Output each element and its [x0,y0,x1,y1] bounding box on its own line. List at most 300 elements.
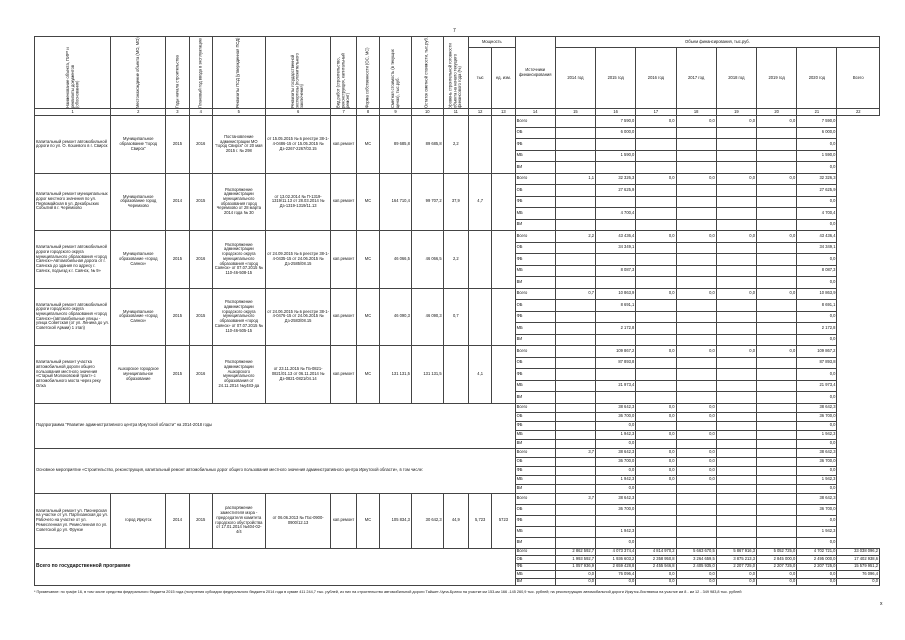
amount-cell: 76 096,4 [837,571,880,579]
object-name: Капитальный ремонт автомобильной дороги городского округа муниципального образования «город Саянск»-(автомобильные улицы - улица Советская (от ул. Ленина до ул. Советской Армии) 1 этап) [35,288,111,346]
amount-cell [555,116,595,128]
amount-cell [757,357,797,369]
source-label: ОБ [515,300,555,312]
object-y1: 2015 [166,288,189,346]
amount-cell: 33 038 096,2 [837,548,880,556]
amount-cell [676,392,716,404]
header-2015: 2015 год [596,48,636,109]
object-ready: 2,2 [443,116,468,174]
header-ready: Уровень строительной готовности объекта на начало текущего финансового года (%) [443,37,468,109]
amount-cell [716,475,756,484]
amount-cell [555,412,595,421]
source-label: ФБ [515,311,555,323]
amount-cell [676,484,716,493]
amount-cell [716,439,756,448]
object-row [35,288,880,300]
column-number: 8 [356,109,379,116]
header-2017: 2017 год [676,48,716,109]
amount-cell: 38 642,3 [596,403,636,412]
object-smet: 46 090,3 [380,288,412,346]
amount-cell [716,150,756,162]
object-name: Капитальный ремонт участка автомобильной дороги общего пользования местного значения «Старый Молоковский тракт» с автомобильного моста через реку Олха [35,346,111,404]
amount-cell [757,504,797,515]
object-pd: Распоряжение администрации муниципального образования город Черемхово от 28 марта 2014 года № 30 [212,173,265,231]
source-label: ФБ [515,139,555,151]
amount-cell: 8 691,1 [797,300,837,312]
amount-cell: 38 642,3 [596,493,636,504]
amount-cell: 2 207 725,0 [757,563,797,571]
amount-cell [716,466,756,475]
object-y2: 2015 [189,173,212,231]
object-row [35,231,880,243]
amount-cell [676,515,716,526]
object-m1: 5,723 [469,493,492,548]
amount-cell: 34 349,1 [797,242,837,254]
amount-cell: 2 207 725,0 [797,563,837,571]
amount-cell [596,254,636,266]
object-row [35,173,880,185]
amount-cell [676,334,716,346]
source-label: ФБ [515,196,555,208]
amount-cell: 0,0 [596,484,636,493]
object-m2 [492,346,515,404]
corner-mark: x [880,601,883,607]
source-label: ОБ [515,242,555,254]
object-m1 [469,288,492,346]
amount-cell: 2 659 428,8 [596,563,636,571]
amount-cell [757,430,797,439]
amount-cell: 15 579 951,2 [837,563,880,571]
amount-cell [636,484,676,493]
header-years: Годы начала строительства [166,37,189,109]
object-ready: 2,2 [443,231,468,289]
amount-cell: 0,0 [757,116,797,128]
amount-cell: 0,0 [636,173,676,185]
amount-cell [555,537,595,548]
amount-cell [596,139,636,151]
object-row [35,493,880,504]
amount-cell [555,421,595,430]
amount-cell [676,242,716,254]
amount-cell [555,504,595,515]
source-label: Всего [515,116,555,128]
source-label: ФБ [515,421,555,430]
amount-cell: 21 973,4 [797,380,837,392]
amount-cell [596,311,636,323]
amount-cell: 0,0 [757,346,797,358]
object-work: кап.ремонт [331,493,356,548]
amount-cell: 1 942,3 [797,526,837,537]
amount-cell: 0,0 [676,346,716,358]
object-loc: город Иркутск [111,493,166,548]
amount-cell: 36 700,0 [797,457,837,466]
amount-cell: 0,0 [636,430,676,439]
amount-cell: 0,0 [797,484,837,493]
amount-cell [636,139,676,151]
amount-cell [676,526,716,537]
object-loc: Ашхорское городское муниципальное образование [111,346,166,404]
amount-cell [676,323,716,335]
object-y1: 2015 [166,346,189,404]
amount-cell: 0,0 [636,346,676,358]
amount-cell: 7 590,0 [797,116,837,128]
object-ready: 44,9 [443,493,468,548]
amount-cell [636,334,676,346]
object-m2 [492,231,515,289]
object-loc: Муниципальное образование город Черемхово [111,173,166,231]
amount-cell [555,185,595,197]
object-row [35,346,880,358]
amount-cell: 0,0 [676,403,716,412]
object-name: Капитальный ремонт автомобильной дороги по ул. О. Кошевого в г. Свирск [35,116,111,174]
object-smet: 131 131,5 [380,346,412,404]
object-ost: 46 066,5 [411,231,443,289]
amount-cell [757,403,797,412]
amount-cell [636,162,676,174]
source-label: ВИ [515,392,555,404]
amount-cell: 0,0 [636,448,676,457]
amount-cell [757,277,797,289]
amount-cell [596,162,636,174]
amount-cell: 0,0 [676,116,716,128]
source-label: МБ [515,475,555,484]
amount-cell: 0,0 [797,311,837,323]
object-pd: Распоряжение администрации городского округа муниципального образования «город Саянск» от 07.07.2015 № 110-46-505-15 [212,288,265,346]
amount-cell [757,323,797,335]
amount-cell: 4 700,4 [596,208,636,220]
amount-cell: 5 663 670,5 [676,548,716,556]
amount-cell: 0,0 [636,475,676,484]
header-location: Местонахождение объекта (МО, МО) [111,37,166,109]
object-gos: от 23.11.2015 № Пз-0821-0821/01.13 от 06.11.2014 № Дз-0821-0821/04.14 [265,346,331,404]
source-label: ОБ [515,504,555,515]
amount-cell [716,219,756,231]
amount-cell [555,392,595,404]
amount-cell: 0,0 [555,578,595,586]
amount-cell [716,139,756,151]
amount-cell: 0,0 [716,288,756,300]
amount-cell [676,537,716,548]
amount-cell [636,311,676,323]
amount-cell [757,380,797,392]
amount-cell [716,311,756,323]
amount-cell [716,334,756,346]
amount-cell: 38 642,3 [797,448,837,457]
object-m2: 5723 [492,493,515,548]
column-number: 14 [515,109,555,116]
amount-cell [555,526,595,537]
amount-cell [716,515,756,526]
amount-cell: 0,0 [596,421,636,430]
amount-cell: 0,0 [797,439,837,448]
column-number: 10 [411,109,443,116]
column-number: 5 [212,109,265,116]
amount-cell [555,242,595,254]
object-smet: 46 066,5 [380,231,412,289]
object-y1: 2015 [166,231,189,289]
amount-cell: 6 000,0 [596,127,636,139]
source-label: ОБ [515,127,555,139]
amount-cell [676,139,716,151]
amount-cell [596,334,636,346]
object-loc: Муниципальное образование «город Саянск» [111,231,166,289]
object-gos: от 15.05.2015 № в реестре 38-1-4-0486-15 от 15.05.2015 № Дз-2267-2267/03.15 [265,116,331,174]
amount-cell [757,139,797,151]
footnote: * Примечание: по графе 16, в том числе средства федерального бюджета 2015 года (получения субсидии федерального бюджета 2014 года в сумме 411 244,7 тыс. рублей, из них на строительство автомобильной дороги Тайшет-Чуна-Братск на участке км 153-км 166 -145 260,9 тыс. рублей; на реконструкцию автомобильной дороги Иркутск-Листвянка на участке км 8 - км 12 - 349 983,8 тыс. рублей [34,590,742,594]
amount-cell [555,311,595,323]
amount-cell [676,380,716,392]
header-ownership: Форма собственности (ОС, МС) [356,37,379,109]
amount-cell: 38 642,3 [797,493,837,504]
amount-cell: 2 862 592,7 [555,548,595,556]
object-ost: 131 131,5 [411,346,443,404]
amount-cell: 4 702 721,0 [797,548,837,556]
amount-cell: 2 845 000,0 [757,556,797,564]
amount-cell [555,139,595,151]
amount-cell: 5 867 916,3 [716,548,756,556]
object-own: МС [356,346,379,404]
object-ost: 99 707,2 [411,173,443,231]
amount-cell: 0,0 [596,578,636,586]
amount-cell: 2 172,8 [797,323,837,335]
amount-cell [596,515,636,526]
amount-cell [676,300,716,312]
amount-cell [636,265,676,277]
column-number: 17 [636,109,676,116]
amount-cell [757,334,797,346]
amount-cell [757,254,797,266]
column-number: 19 [716,109,756,116]
amount-cell: 0,0 [716,231,756,243]
amount-cell [716,493,756,504]
amount-cell: 5 052 725,0 [757,548,797,556]
amount-cell [716,277,756,289]
amount-cell: 0,0 [676,475,716,484]
amount-cell: 36 700,0 [596,504,636,515]
object-m1: 4,7 [469,173,492,231]
header-total: Всего [837,48,880,109]
source-label: ОБ [515,412,555,421]
amount-cell: 38 642,3 [596,448,636,457]
amount-cell [716,265,756,277]
source-label: ОБ [515,556,555,564]
amount-cell [636,277,676,289]
amount-cell [716,421,756,430]
amount-cell: 0,0 [596,439,636,448]
summary-title: Всего по государственной программе [35,548,516,586]
amount-cell [676,162,716,174]
amount-cell [676,493,716,504]
object-y1: 2014 [166,173,189,231]
amount-cell: 0,0 [636,466,676,475]
amount-cell [636,357,676,369]
amount-cell: 36 700,0 [596,412,636,421]
column-number: 16 [596,109,636,116]
source-label: МБ [515,150,555,162]
amount-cell [716,357,756,369]
amount-cell: 0,0 [676,430,716,439]
amount-cell: 1 942,3 [596,430,636,439]
header-ostatok: Остаток сметной стоимости, тыс.руб. [411,37,443,109]
amount-cell: 0,0 [596,537,636,548]
amount-cell [596,196,636,208]
object-m1 [469,231,492,289]
source-label: Всего [515,548,555,556]
amount-cell [636,439,676,448]
amount-cell [555,430,595,439]
amount-cell: 0,0 [636,578,676,586]
object-ready [443,346,468,404]
object-y2: 2015 [189,288,212,346]
amount-cell: 7 590,0 [596,116,636,128]
amount-cell [596,392,636,404]
amount-cell [636,196,676,208]
object-y2: 2016 [189,346,212,404]
summary-title: Основное мероприятие «Строительство, реконструкция, капитальный ремонт автомобильных дорог общего пользования местного значения административного центра Иркутской области», в том числе: [35,448,516,493]
amount-cell [555,254,595,266]
financing-table [34,36,880,586]
source-label: ОБ [515,185,555,197]
object-work: кап.ремонт [331,231,356,289]
amount-cell [716,448,756,457]
amount-cell: 2 207 725,0 [716,563,756,571]
amount-cell: 0,0 [555,571,595,579]
object-ready: 37,9 [443,173,468,231]
object-own: МС [356,288,379,346]
amount-cell: 0,0 [757,288,797,300]
amount-cell [636,219,676,231]
amount-cell [596,219,636,231]
object-m2 [492,116,515,174]
source-label: ВИ [515,578,555,586]
header-work-type: Вид работ (строительство, реконструкция, капитальный ремонт) [331,37,356,109]
source-label: ВИ [515,484,555,493]
amount-cell [757,369,797,381]
amount-cell: 0,0 [716,578,756,586]
source-label: Всего [515,288,555,300]
source-label: ВИ [515,439,555,448]
amount-cell [676,127,716,139]
source-label: ВИ [515,334,555,346]
amount-cell [596,369,636,381]
amount-cell: 32 326,3 [797,173,837,185]
header-sources: Источники финансирования [515,37,555,109]
summary-row [35,548,880,556]
amount-cell: 0,0 [636,231,676,243]
amount-cell [596,277,636,289]
object-own: МС [356,173,379,231]
amount-cell: 0,0 [797,515,837,526]
object-name: Капитальный ремонт муниципальных дорог местного значения по ул. Первомайская в ул. Декабрьских Событий в г. Черемхово [35,173,111,231]
amount-cell: 34 349,1 [596,242,636,254]
object-work: кап.ремонт [331,288,356,346]
object-loc: Муниципальное образование «город Саянск» [111,288,166,346]
amount-cell [757,537,797,548]
amount-cell: 43 436,4 [797,231,837,243]
amount-cell: 0,0 [797,219,837,231]
amount-cell: 2,2 [555,231,595,243]
amount-cell [757,475,797,484]
amount-cell [676,504,716,515]
object-ready: 0,7 [443,288,468,346]
object-pd: Постановление администрации МО "город Свирск" от 20 мая 2015 г. № 298 [212,116,265,174]
amount-cell [716,484,756,493]
column-number: 11 [443,109,468,116]
amount-cell [716,412,756,421]
header-2016: 2016 год [636,48,676,109]
amount-cell [676,277,716,289]
amount-cell: 17 402 938,6 [837,556,880,564]
amount-cell [716,392,756,404]
amount-cell: 0,0 [676,412,716,421]
amount-cell [555,277,595,289]
object-smet: 164 710,4 [380,173,412,231]
amount-cell [636,537,676,548]
amount-cell [676,357,716,369]
header-gos: Реквизиты государственной экспертизы (положительного заключения) [265,37,331,109]
column-number: 22 [837,109,880,116]
amount-cell [676,439,716,448]
amount-cell [757,484,797,493]
amount-cell [757,219,797,231]
amount-cell: 4 700,4 [797,208,837,220]
amount-cell [716,537,756,548]
amount-cell [636,242,676,254]
amount-cell: 2 172,8 [596,323,636,335]
amount-cell: 0,0 [757,173,797,185]
amount-cell: 0,0 [797,466,837,475]
amount-cell: 0,0 [757,578,797,586]
source-label: Всего [515,346,555,358]
amount-cell [757,439,797,448]
amount-cell [555,127,595,139]
amount-cell: 0,0 [676,448,716,457]
amount-cell [555,300,595,312]
amount-cell [676,208,716,220]
amount-cell [555,369,595,381]
amount-cell [716,323,756,335]
source-label: МБ [515,571,555,579]
amount-cell: 0,0 [797,578,837,586]
amount-cell [716,380,756,392]
amount-cell: 36 700,0 [797,504,837,515]
column-number: 21 [797,109,837,116]
amount-cell: 8 691,1 [596,300,636,312]
amount-cell: 36 700,0 [596,457,636,466]
summary-row [35,403,880,412]
amount-cell: 1 942,3 [596,475,636,484]
column-number: 2 [111,109,166,116]
amount-cell [757,392,797,404]
amount-cell: 27 625,9 [797,185,837,197]
amount-cell [676,150,716,162]
source-label: ФБ [515,563,555,571]
amount-cell: 21 973,4 [596,380,636,392]
amount-cell [555,403,595,412]
amount-cell [757,515,797,526]
amount-cell [555,484,595,493]
amount-cell: 0,0 [596,466,636,475]
header-row [35,37,880,48]
amount-cell [716,127,756,139]
amount-cell: 3 875 213,3 [716,556,756,564]
object-m1: 4,1 [469,346,492,404]
source-label: МБ [515,430,555,439]
amount-cell [555,515,595,526]
amount-cell: 0,0 [797,196,837,208]
amount-cell: 0,0 [676,173,716,185]
amount-cell [757,421,797,430]
